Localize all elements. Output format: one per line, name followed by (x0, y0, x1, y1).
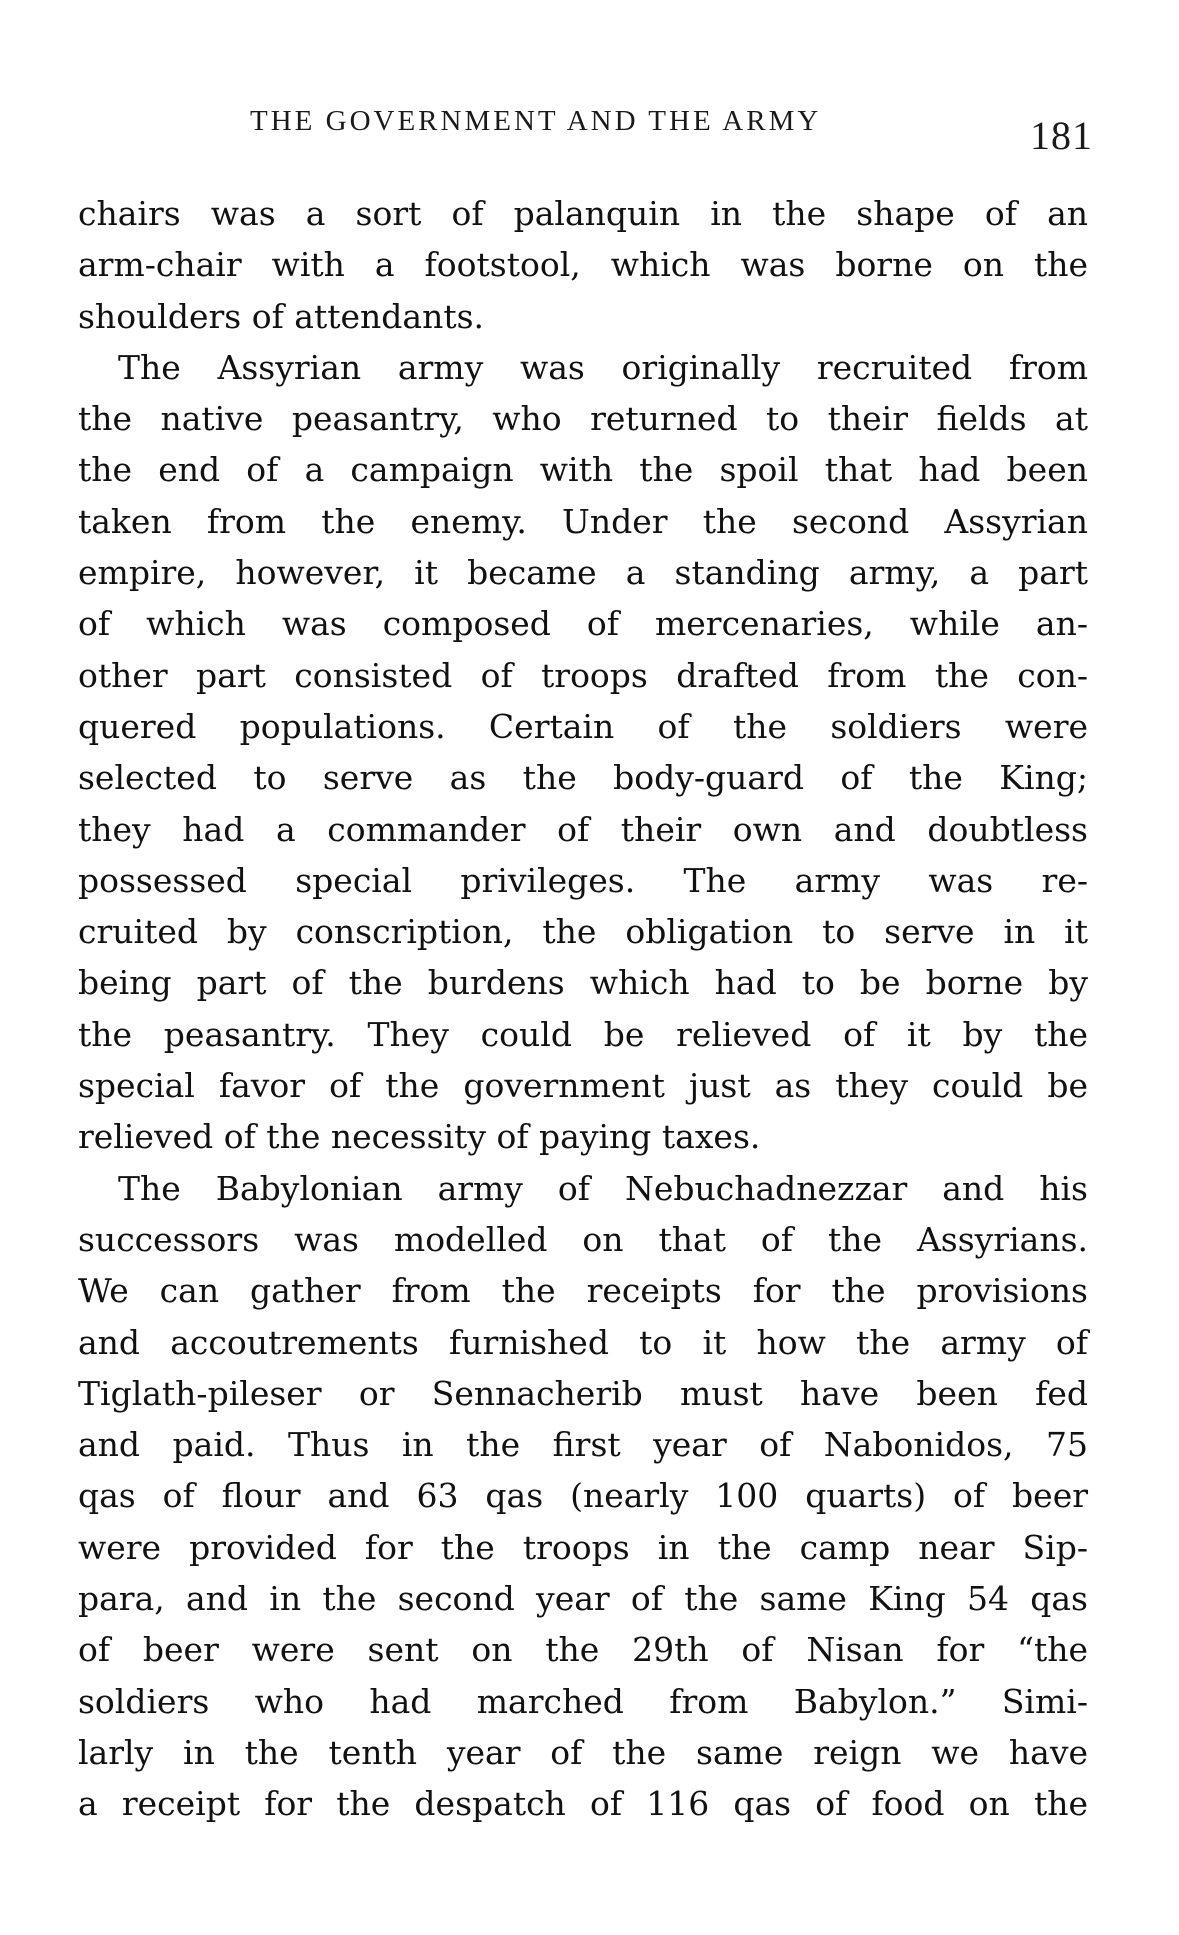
text-line: chairs was a sort of palanquin in the shape of an (78, 194, 1088, 233)
text-line: being part of the burdens which had to be borne by (78, 963, 1088, 1003)
text-line: taken from the enemy. Under the second Assyrian (78, 501, 1088, 541)
text-line: successors was modelled on that of the Assyrians. (78, 1219, 1088, 1259)
body-text (78, 188, 1088, 1830)
text-line: of beer were sent on the 29th of Nisan for “the (78, 1630, 1088, 1670)
text-line: and accoutrements furnished to it how the army of (78, 1322, 1088, 1362)
text-line: and paid. Thus in the first year of Nabonidos, 75 (78, 1425, 1088, 1465)
text-line: the native peasantry, who returned to their fields at (78, 399, 1088, 439)
text-line: cruited by conscription, the obligation to serve in it (78, 912, 1088, 952)
text-line: quered populations. Certain of the soldiers were (78, 706, 1088, 746)
text-line: a receipt for the despatch of 116 qas of food on the (78, 1784, 1088, 1824)
text-line: larly in the tenth year of the same reign we have (78, 1732, 1088, 1772)
running-head: THE GOVERNMENT AND THE ARMY (250, 105, 822, 137)
text-line: they had a commander of their own and doubtless (78, 809, 1088, 849)
text-line: the end of a campaign with the spoil that had been (78, 450, 1088, 490)
text-line: the peasantry. They could be relieved of it by the (78, 1014, 1088, 1054)
page-number: 181 (1030, 113, 1093, 158)
text-line: soldiers who had marched from Babylon.” Simi- (78, 1681, 1088, 1721)
text-line: Tiglath-pileser or Sennacherib must have been fed (78, 1373, 1088, 1413)
text-line: other part consisted of troops drafted from the con- (78, 655, 1088, 695)
text-line: relieved of the necessity of paying taxes. (78, 1117, 761, 1157)
text-line: special favor of the government just as they could be (78, 1066, 1088, 1106)
text-line: of which was composed of mercenaries, while an- (78, 604, 1088, 644)
text-line: para, and in the second year of the same King 54 qas (78, 1579, 1088, 1619)
text-line: shoulders of attendants. (78, 296, 485, 336)
text-line: possessed special privileges. The army was re- (78, 860, 1088, 900)
text-line: The Assyrian army was originally recruited from (118, 347, 1088, 387)
text-line: arm-chair with a footstool, which was borne on the (78, 245, 1088, 285)
text-line: qas of flour and 63 qas (nearly 100 quarts) of beer (78, 1476, 1088, 1516)
text-line: selected to serve as the body-guard of the King; (78, 758, 1088, 798)
text-line: were provided for the troops in the camp near Sip- (78, 1527, 1088, 1567)
text-line: We can gather from the receipts for the provisions (78, 1271, 1088, 1311)
text-line: empire, however, it became a standing army, a part (78, 553, 1088, 593)
text-line: The Babylonian army of Nebuchadnezzar and his (118, 1168, 1088, 1208)
